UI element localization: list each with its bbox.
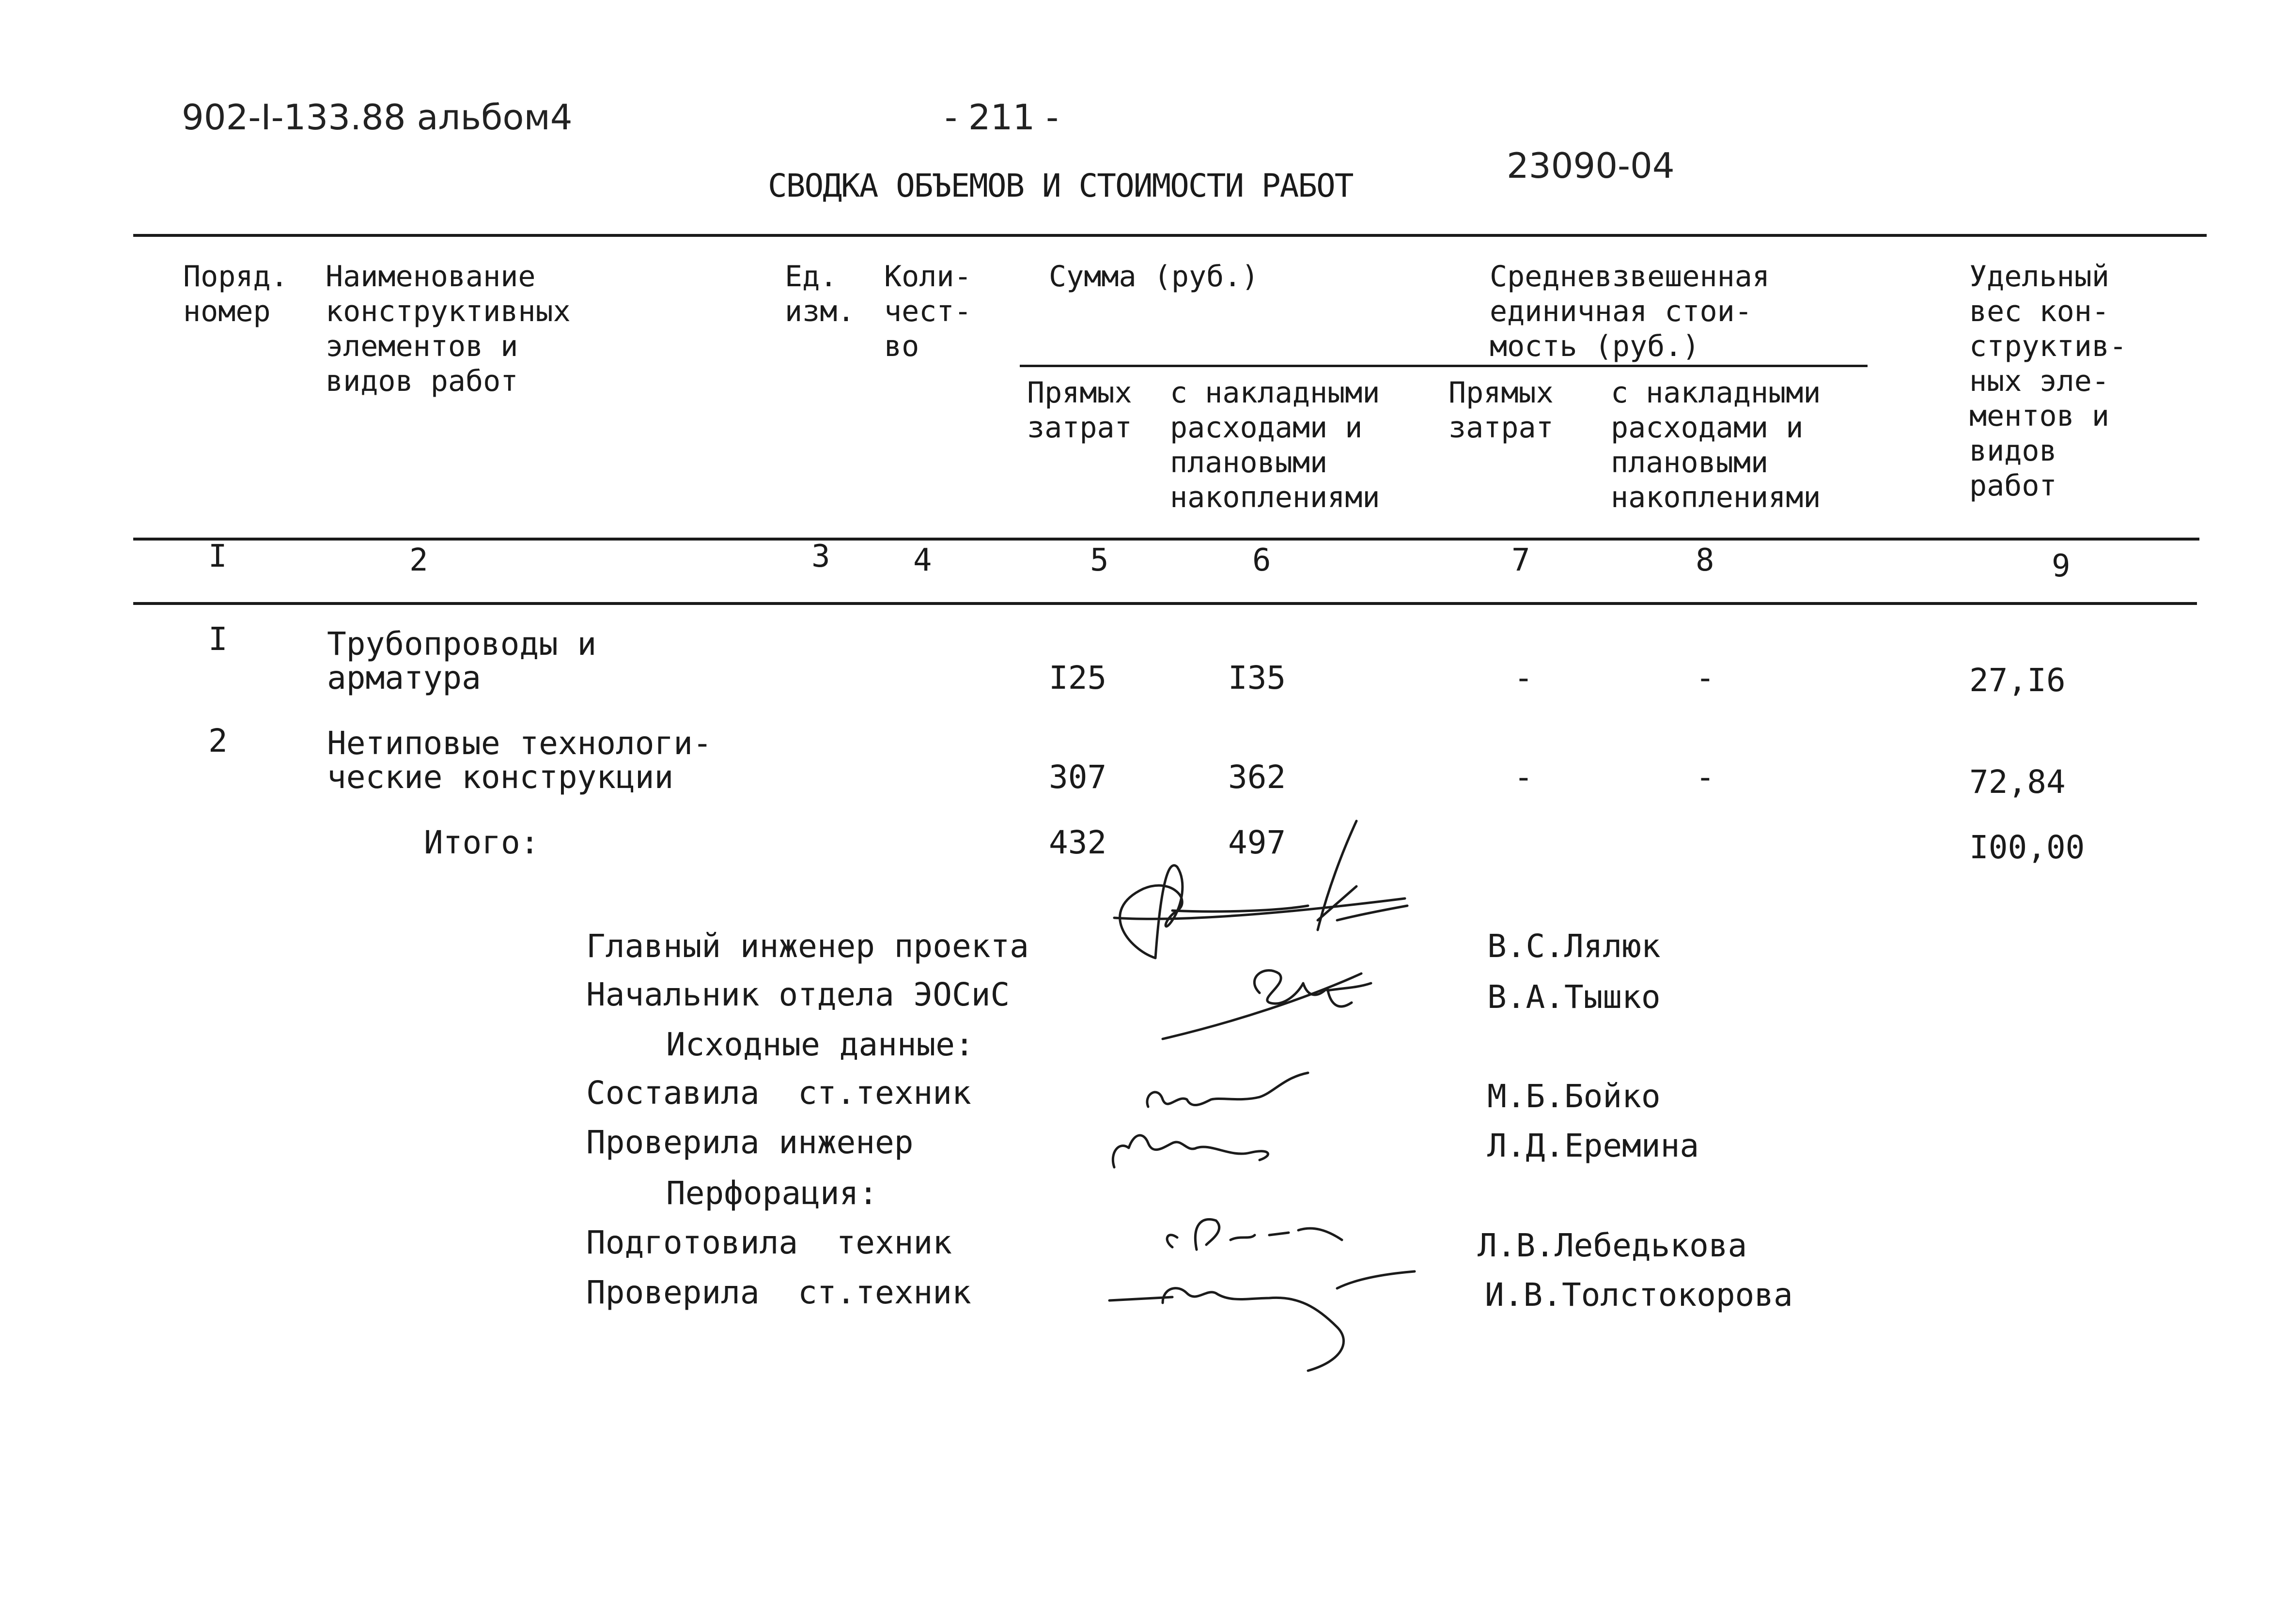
- page-number: - 211 -: [945, 97, 1059, 138]
- header-quantity: Коли- чест- во: [884, 260, 972, 363]
- row-1-name: Трубопроводы и арматура: [327, 625, 597, 696]
- signature-checked-by-technician: [1109, 1271, 1415, 1371]
- signatory-name: Л.В.Лебедькова: [1478, 1227, 1747, 1264]
- signatory-role: Проверила инженер: [586, 1124, 914, 1161]
- section-heading: Перфорация:: [666, 1175, 878, 1212]
- row-1-direct: I25: [1049, 659, 1107, 696]
- header-with-overhead: с накладными расходами и плановыми накоплениями: [1170, 376, 1380, 514]
- header-avg-direct-costs: Прямых затрат: [1449, 376, 1554, 445]
- header-direct-costs: Прямых затрат: [1027, 376, 1132, 445]
- row-1-avg-direct: -: [1514, 659, 1533, 696]
- row-1-avg-overhead: -: [1696, 659, 1715, 696]
- header-share: Удельный вес кон- структив- ных эле- ментов и видов работ: [1969, 260, 2127, 503]
- signature-prepared-by: [1167, 1220, 1342, 1250]
- signature-compiled-by: [1147, 1073, 1308, 1107]
- row-2-overhead: 362: [1228, 758, 1286, 796]
- row-2-avg-overhead: -: [1696, 758, 1715, 796]
- row-1-number: I: [208, 620, 228, 658]
- signature-department-head: [1163, 971, 1371, 1039]
- total-overhead: 497: [1228, 824, 1286, 861]
- total-direct: 432: [1049, 824, 1107, 861]
- total-share: I00,00: [1969, 829, 2085, 866]
- row-2-name: Нетиповые технологи- ческие конструкции: [327, 725, 712, 796]
- column-number-7: 7: [1511, 542, 1530, 578]
- row-1-overhead: I35: [1228, 659, 1286, 696]
- column-number-9: 9: [2052, 548, 2071, 584]
- signatory-name: И.В.Толстокорова: [1485, 1276, 1793, 1314]
- signatory-role: Подготовила техник: [586, 1224, 952, 1261]
- column-number-5: 5: [1090, 542, 1109, 578]
- signatory-name: М.Б.Бойко: [1487, 1078, 1661, 1115]
- signatory-role: Начальник отдела ЭОСиС: [586, 976, 1010, 1013]
- column-number-6: 6: [1252, 542, 1271, 578]
- archive-code: 23090-04: [1507, 145, 1675, 186]
- header-avg-with-overhead: с накладными расходами и плановыми накоплениями: [1611, 376, 1821, 514]
- header-unit: Ед. изм.: [785, 260, 855, 328]
- signatory-role: Составила ст.техник: [586, 1074, 971, 1112]
- header-sum-group: Сумма (руб.): [1049, 260, 1259, 294]
- column-number-1: I: [208, 539, 227, 574]
- row-2-number: 2: [208, 722, 228, 759]
- signatory-role: Главный инженер проекта: [586, 928, 1029, 965]
- signatory-name: Л.Д.Еремина: [1487, 1127, 1699, 1164]
- signature-chief-engineer: [1114, 821, 1407, 958]
- row-2-avg-direct: -: [1514, 758, 1533, 796]
- column-number-4: 4: [913, 542, 932, 578]
- signatory-name: В.А.Тышко: [1487, 978, 1661, 1016]
- header-average-cost-group: Средневзвешенная единичная стои- мость (руб.): [1490, 260, 1770, 363]
- document-code: 902-I-133.88 альбом4: [182, 97, 573, 138]
- header-element-name: Наименование конструктивных элементов и видов работ: [326, 260, 571, 398]
- signature-checked-by-engineer: [1113, 1135, 1268, 1167]
- signatory-name: В.С.Лялюк: [1487, 928, 1661, 965]
- column-number-8: 8: [1696, 542, 1714, 578]
- section-heading: Исходные данные:: [666, 1026, 974, 1063]
- row-1-share: 27,I6: [1969, 662, 2066, 699]
- column-number-2: 2: [409, 542, 428, 578]
- column-number-3: 3: [811, 539, 830, 574]
- row-2-direct: 307: [1049, 758, 1107, 796]
- signatory-role: Проверила ст.техник: [586, 1274, 971, 1311]
- document-title: СВОДКА ОБЪЕМОВ И СТОИМОСТИ РАБОТ: [768, 167, 1353, 204]
- header-row-number: Поряд. номер: [183, 260, 288, 328]
- total-label: Итого:: [424, 824, 540, 861]
- row-2-share: 72,84: [1969, 763, 2066, 801]
